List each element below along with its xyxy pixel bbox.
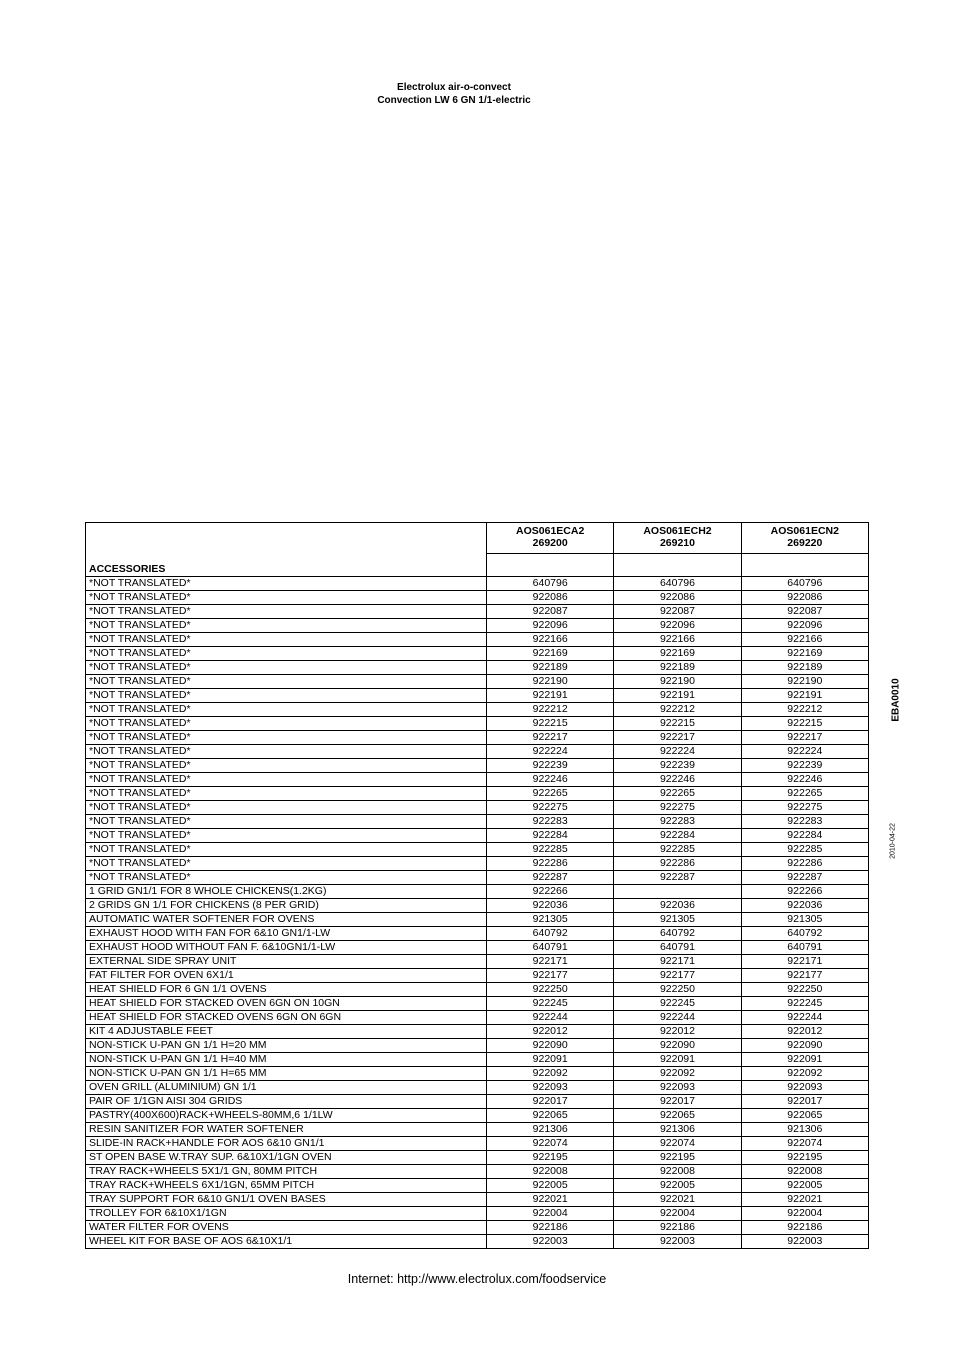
accessory-name: *NOT TRANSLATED* [86,787,487,801]
table-header-row [86,523,869,554]
table-row [86,745,869,759]
part-number-cell: 922224 [487,745,614,759]
part-number-cell: 922283 [741,815,868,829]
table-row [86,857,869,871]
part-number-cell: 640796 [487,577,614,591]
part-number-cell: 922212 [614,703,741,717]
table-row [86,633,869,647]
table-row [86,829,869,843]
table-row [86,717,869,731]
part-number-cell: 922265 [487,787,614,801]
part-number-cell: 922265 [741,787,868,801]
part-number-cell: 922091 [614,1053,741,1067]
part-number-cell: 640791 [614,941,741,955]
part-number-cell: 922266 [741,885,868,899]
part-number-cell: 922036 [487,899,614,913]
part-number-cell: 922239 [741,759,868,773]
column-header-2 [614,523,741,554]
part-number-cell: 922246 [614,773,741,787]
part-number-cell: 922166 [614,633,741,647]
accessory-name: KIT 4 ADJUSTABLE FEET [86,1025,487,1039]
accessory-name: OVEN GRILL (ALUMINIUM) GN 1/1 [86,1081,487,1095]
accessory-name: EXTERNAL SIDE SPRAY UNIT [86,955,487,969]
accessory-name: PASTRY(400X600)RACK+WHEELS-80MM,6 1/1LW [86,1109,487,1123]
table-row [86,927,869,941]
accessory-name: FAT FILTER FOR OVEN 6X1/1 [86,969,487,983]
part-number-cell: 922191 [741,689,868,703]
part-number-cell: 922195 [614,1151,741,1165]
part-number-cell: 922245 [487,997,614,1011]
part-number-cell [614,885,741,899]
section-empty-cell [614,554,741,577]
part-number-cell: 922091 [487,1053,614,1067]
part-number-cell: 922244 [741,1011,868,1025]
part-number-cell: 922186 [741,1221,868,1235]
part-number-cell: 922074 [741,1137,868,1151]
table-row [86,759,869,773]
accessory-name: EXHAUST HOOD WITH FAN FOR 6&10 GN1/1-LW [86,927,487,941]
accessory-name: TROLLEY FOR 6&10X1/1GN [86,1207,487,1221]
table-row [86,1221,869,1235]
part-number-cell: 922096 [741,619,868,633]
model-name: AOS061ECA2 [516,525,585,537]
part-number-cell: 922250 [741,983,868,997]
part-number-cell: 922021 [487,1193,614,1207]
part-number-cell: 921306 [741,1123,868,1137]
part-number-cell: 922017 [487,1095,614,1109]
part-number-cell: 922003 [741,1235,868,1249]
part-number-cell: 922092 [487,1067,614,1081]
part-number-cell: 922090 [487,1039,614,1053]
part-number-cell: 922096 [487,619,614,633]
part-number-cell: 922190 [487,675,614,689]
part-number-cell: 922244 [487,1011,614,1025]
part-number-cell: 640792 [741,927,868,941]
table-row [86,1123,869,1137]
part-number-cell: 922287 [487,871,614,885]
table-row [86,773,869,787]
table-row [86,1207,869,1221]
part-number-cell: 922217 [741,731,868,745]
part-number-cell: 922087 [741,605,868,619]
part-number-cell: 922286 [487,857,614,871]
table-row [86,1151,869,1165]
accessory-name: *NOT TRANSLATED* [86,871,487,885]
accessory-name: *NOT TRANSLATED* [86,829,487,843]
part-number-cell: 921305 [487,913,614,927]
part-number-cell: 922086 [741,591,868,605]
table-row [86,605,869,619]
accessory-name: *NOT TRANSLATED* [86,661,487,675]
table-row [86,941,869,955]
part-number-cell: 922250 [487,983,614,997]
section-title: ACCESSORIES [86,554,487,577]
part-number-cell: 922186 [614,1221,741,1235]
part-number-cell: 922189 [741,661,868,675]
table-row [86,619,869,633]
part-number-cell: 922092 [614,1067,741,1081]
part-number-cell: 922177 [614,969,741,983]
model-name: AOS061ECH2 [643,525,712,537]
table-row [86,731,869,745]
part-number-cell: 922284 [741,829,868,843]
table-row [86,1179,869,1193]
accessory-name: TRAY RACK+WHEELS 5X1/1 GN, 80MM PITCH [86,1165,487,1179]
part-number-cell: 922186 [487,1221,614,1235]
part-number-cell: 922239 [487,759,614,773]
part-number-cell: 922215 [614,717,741,731]
part-number-cell: 922008 [741,1165,868,1179]
table-row [86,955,869,969]
part-number-cell: 922093 [614,1081,741,1095]
model-code: 269210 [659,537,695,549]
part-number-cell: 922074 [614,1137,741,1151]
part-number-cell: 922004 [741,1207,868,1221]
part-number-cell: 922017 [741,1095,868,1109]
part-number-cell: 922087 [614,605,741,619]
part-number-cell: 922005 [614,1179,741,1193]
accessory-name: WATER FILTER FOR OVENS [86,1221,487,1235]
accessory-name: *NOT TRANSLATED* [86,577,487,591]
part-number-cell: 922086 [487,591,614,605]
part-number-cell: 922195 [741,1151,868,1165]
table-row [86,1053,869,1067]
part-number-cell: 922005 [487,1179,614,1193]
part-number-cell: 922275 [487,801,614,815]
table-row [86,801,869,815]
accessory-name: *NOT TRANSLATED* [86,605,487,619]
accessory-name: NON-STICK U-PAN GN 1/1 H=65 MM [86,1067,487,1081]
part-number-cell: 922169 [614,647,741,661]
part-number-cell: 922065 [487,1109,614,1123]
accessory-name: AUTOMATIC WATER SOFTENER FOR OVENS [86,913,487,927]
part-number-cell: 922244 [614,1011,741,1025]
footer-url: Internet: http://www.electrolux.com/foodservice [347,1272,607,1286]
model-code: 269200 [532,537,568,549]
part-number-cell: 922169 [741,647,868,661]
part-number-cell: 922171 [741,955,868,969]
table-row [86,703,869,717]
part-number-cell: 922212 [741,703,868,717]
table-row [86,815,869,829]
table-row [86,661,869,675]
table-row [86,969,869,983]
part-number-cell: 922171 [487,955,614,969]
part-number-cell: 922087 [487,605,614,619]
part-number-cell: 922224 [614,745,741,759]
table-row [86,1011,869,1025]
table-row [86,591,869,605]
part-number-cell: 922177 [487,969,614,983]
part-number-cell: 922171 [614,955,741,969]
part-number-cell: 922239 [614,759,741,773]
table-row [86,1165,869,1179]
accessory-name: HEAT SHIELD FOR STACKED OVEN 6GN ON 10GN [86,997,487,1011]
accessory-name: *NOT TRANSLATED* [86,801,487,815]
accessory-name: *NOT TRANSLATED* [86,619,487,633]
part-number-cell: 922169 [487,647,614,661]
part-number-cell: 921305 [741,913,868,927]
part-number-cell: 922004 [487,1207,614,1221]
accessory-name: *NOT TRANSLATED* [86,717,487,731]
part-number-cell: 922217 [487,731,614,745]
table-row [86,1081,869,1095]
part-number-cell: 922245 [614,997,741,1011]
part-number-cell: 922217 [614,731,741,745]
accessory-name: SLIDE-IN RACK+HANDLE FOR AOS 6&10 GN1/1 [86,1137,487,1151]
section-empty-cell [487,554,614,577]
part-number-cell: 922036 [614,899,741,913]
table-row [86,913,869,927]
part-number-cell: 922091 [741,1053,868,1067]
part-number-cell: 922285 [487,843,614,857]
part-number-cell: 922286 [741,857,868,871]
part-number-cell: 922191 [614,689,741,703]
document-subtitle: Convection LW 6 GN 1/1-electric [377,95,531,106]
table-row [86,983,869,997]
part-number-cell: 922190 [741,675,868,689]
part-number-cell: 922092 [741,1067,868,1081]
accessory-name: *NOT TRANSLATED* [86,759,487,773]
part-number-cell: 922074 [487,1137,614,1151]
accessory-name: TRAY RACK+WHEELS 6X1/1GN, 65MM PITCH [86,1179,487,1193]
table-row [86,577,869,591]
part-number-cell: 922246 [741,773,868,787]
part-number-cell: 922215 [487,717,614,731]
accessory-name: PAIR OF 1/1GN AISI 304 GRIDS [86,1095,487,1109]
part-number-cell: 922246 [487,773,614,787]
part-number-cell: 922190 [614,675,741,689]
model-code: 269220 [787,537,823,549]
part-number-cell: 922189 [614,661,741,675]
part-number-cell: 922284 [614,829,741,843]
part-number-cell: 922166 [487,633,614,647]
accessory-name: NON-STICK U-PAN GN 1/1 H=40 MM [86,1053,487,1067]
table-row [86,885,869,899]
accessory-name: WHEEL KIT FOR BASE OF AOS 6&10X1/1 [86,1235,487,1249]
part-number-cell: 922005 [741,1179,868,1193]
part-number-cell: 922017 [614,1095,741,1109]
table-row [86,1039,869,1053]
part-number-cell: 922275 [741,801,868,815]
accessory-name: ST OPEN BASE W.TRAY SUP. 6&10X1/1GN OVEN [86,1151,487,1165]
table-row [86,647,869,661]
table-row [86,787,869,801]
part-number-cell: 922224 [741,745,868,759]
accessory-name: *NOT TRANSLATED* [86,815,487,829]
accessory-name: 1 GRID GN1/1 FOR 8 WHOLE CHICKENS(1.2KG) [86,885,487,899]
part-number-cell: 922166 [741,633,868,647]
table-row [86,1067,869,1081]
document-date: 2010-04-22 [889,823,897,859]
part-number-cell: 922245 [741,997,868,1011]
table-row [86,843,869,857]
table-row [86,1025,869,1039]
accessory-name: *NOT TRANSLATED* [86,689,487,703]
part-number-cell: 922021 [741,1193,868,1207]
part-number-cell: 922012 [487,1025,614,1039]
accessories-table [85,522,869,1249]
part-number-cell: 640792 [487,927,614,941]
part-number-cell: 922287 [614,871,741,885]
header-blank-cell [86,523,487,554]
accessory-name: *NOT TRANSLATED* [86,675,487,689]
part-number-cell: 922096 [614,619,741,633]
part-number-cell: 922090 [741,1039,868,1053]
part-number-cell: 922012 [741,1025,868,1039]
part-number-cell: 921306 [614,1123,741,1137]
part-number-cell: 922195 [487,1151,614,1165]
accessory-name: *NOT TRANSLATED* [86,647,487,661]
part-number-cell: 640792 [614,927,741,941]
table-row [86,1095,869,1109]
part-number-cell: 922285 [741,843,868,857]
part-number-cell: 922012 [614,1025,741,1039]
part-number-cell: 922212 [487,703,614,717]
part-number-cell: 640791 [741,941,868,955]
table-row [86,1235,869,1249]
part-number-cell: 922008 [487,1165,614,1179]
part-number-cell: 922191 [487,689,614,703]
part-number-cell: 921305 [614,913,741,927]
part-number-cell: 922215 [741,717,868,731]
part-number-cell: 922003 [487,1235,614,1249]
accessory-name: HEAT SHIELD FOR STACKED OVENS 6GN ON 6GN [86,1011,487,1025]
accessory-name: *NOT TRANSLATED* [86,745,487,759]
accessory-name: HEAT SHIELD FOR 6 GN 1/1 OVENS [86,983,487,997]
accessory-name: *NOT TRANSLATED* [86,843,487,857]
part-number-cell: 922275 [614,801,741,815]
part-number-cell: 922003 [614,1235,741,1249]
part-number-cell: 922065 [741,1109,868,1123]
model-name: AOS061ECN2 [770,525,839,537]
part-number-cell: 922285 [614,843,741,857]
part-number-cell: 922177 [741,969,868,983]
accessory-name: *NOT TRANSLATED* [86,731,487,745]
part-number-cell: 922004 [614,1207,741,1221]
accessory-name: TRAY SUPPORT FOR 6&10 GN1/1 OVEN BASES [86,1193,487,1207]
table-row [86,871,869,885]
accessory-name: *NOT TRANSLATED* [86,773,487,787]
part-number-cell: 922008 [614,1165,741,1179]
accessory-name: *NOT TRANSLATED* [86,703,487,717]
accessory-name: *NOT TRANSLATED* [86,633,487,647]
part-number-cell: 640796 [614,577,741,591]
section-empty-cell [741,554,868,577]
column-header-3 [741,523,868,554]
part-number-cell: 922093 [487,1081,614,1095]
table-row [86,899,869,913]
part-number-cell: 922090 [614,1039,741,1053]
accessory-name: 2 GRIDS GN 1/1 FOR CHICKENS (8 PER GRID) [86,899,487,913]
part-number-cell: 640796 [741,577,868,591]
accessory-name: *NOT TRANSLATED* [86,591,487,605]
accessory-name: *NOT TRANSLATED* [86,857,487,871]
table-row [86,997,869,1011]
part-number-cell: 922021 [614,1193,741,1207]
table-row [86,675,869,689]
document-code: EBA0010 [890,678,902,722]
part-number-cell: 922284 [487,829,614,843]
part-number-cell: 922283 [487,815,614,829]
accessory-name: NON-STICK U-PAN GN 1/1 H=20 MM [86,1039,487,1053]
accessory-name: RESIN SANITIZER FOR WATER SOFTENER [86,1123,487,1137]
part-number-cell: 921306 [487,1123,614,1137]
part-number-cell: 922266 [487,885,614,899]
part-number-cell: 922287 [741,871,868,885]
document-title: Electrolux air-o-convect [397,82,511,93]
part-number-cell: 922036 [741,899,868,913]
table-row [86,1193,869,1207]
part-number-cell: 640791 [487,941,614,955]
part-number-cell: 922086 [614,591,741,605]
accessory-name: EXHAUST HOOD WITHOUT FAN F. 6&10GN1/1-LW [86,941,487,955]
table-row [86,689,869,703]
part-number-cell: 922065 [614,1109,741,1123]
part-number-cell: 922093 [741,1081,868,1095]
section-row [86,554,869,577]
part-number-cell: 922283 [614,815,741,829]
table-row [86,1109,869,1123]
part-number-cell: 922250 [614,983,741,997]
part-number-cell: 922265 [614,787,741,801]
part-number-cell: 922286 [614,857,741,871]
table-row [86,1137,869,1151]
part-number-cell: 922189 [487,661,614,675]
column-header-1 [487,523,614,554]
